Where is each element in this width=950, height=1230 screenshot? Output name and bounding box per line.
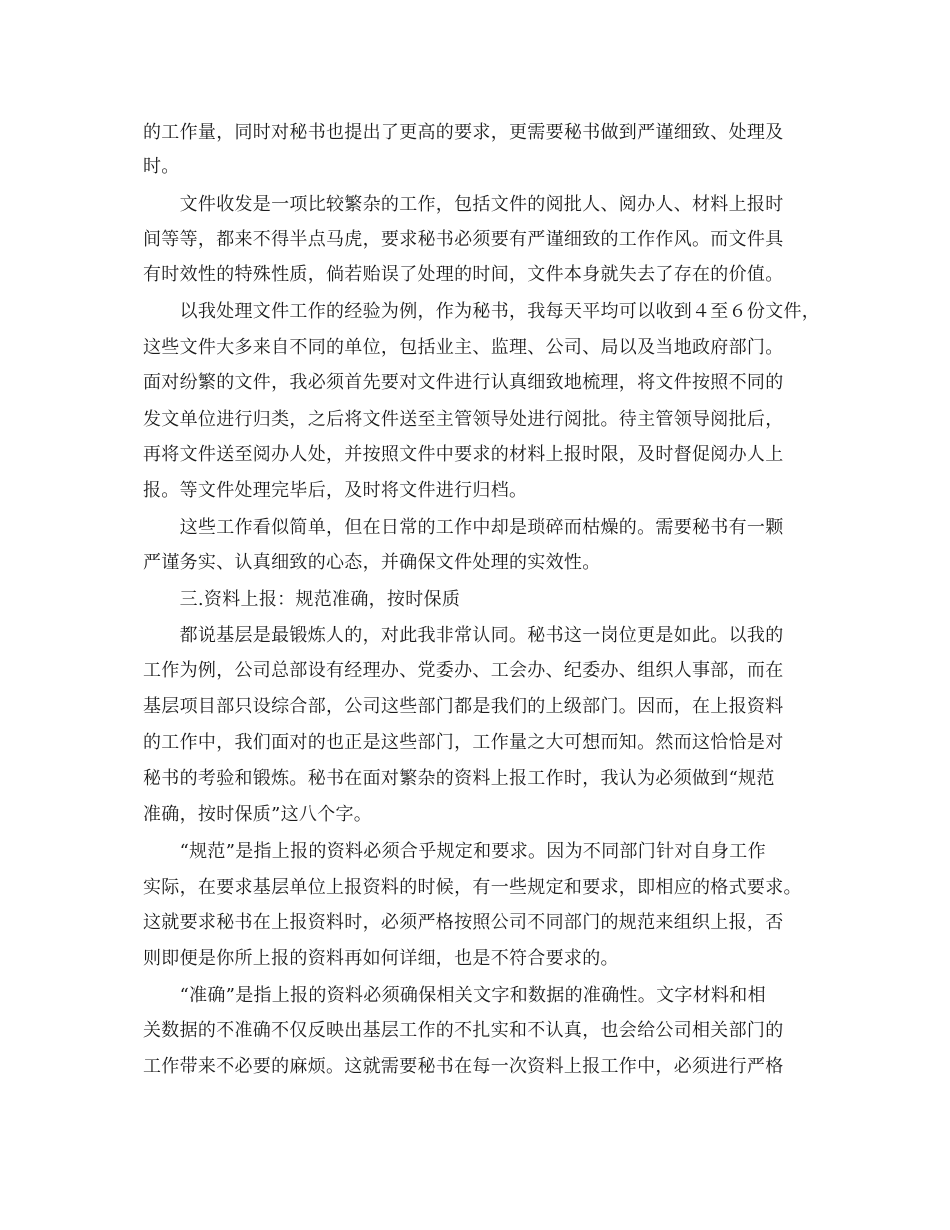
text-line: 都说基层是最锻炼人的，对此我非常认同。秘书这一岗位更是如此。以我的 (143, 625, 784, 646)
text-line: 基层项目部只设综合部，公司这些部门都是我们的上级部门。因而，在上报资料 (143, 696, 784, 717)
text-line: 文件收发是一项比较繁杂的工作，包括文件的阅批人、阅办人、材料上报时 (143, 194, 784, 215)
text-line: 严谨务实、认真细致的心态，并确保文件处理的实效性。 (143, 552, 601, 573)
text-line: 秘书的考验和锻炼。秘书在面对繁杂的资料上报工作时，我认为必须做到“规范 (143, 768, 775, 789)
text-line: 准确，按时保质”这八个字。 (143, 804, 373, 825)
text-line: “规范”是指上报的资料必须合乎规定和要求。因为不同部门针对自身工作 (143, 841, 766, 862)
text-line: 再将文件送至阅办人处，并按照文件中要求的材料上报时限，及时督促阅办人上 (143, 444, 784, 465)
text-line: 发文单位进行归类，之后将文件送至主管领导处进行阅批。待主管领导阅批后， (143, 409, 784, 430)
text-line: 这些工作看似简单，但在日常的工作中却是琐碎而枯燥的。需要秘书有一颗 (143, 517, 784, 538)
text-line: 这些文件大多来自不同的单位，包括业主、监理、公司、局以及当地政府部门。 (143, 337, 784, 358)
text-line: 则即便是你所上报的资料再如何详细，也是不符合要求的。 (143, 948, 619, 969)
text-line: 报。等文件处理完毕后，及时将文件进行归档。 (143, 480, 528, 501)
text-line: 有时效性的特殊性质，倘若贻误了处理的时间，文件本身就失去了存在的价值。 (143, 264, 784, 285)
text-line: 关数据的不准确不仅反映出基层工作的不扎实和不认真，也会给公司相关部门的 (143, 1020, 784, 1041)
text-line: 的工作中，我们面对的也正是这些部门，工作量之大可想而知。然而这恰恰是对 (143, 732, 784, 753)
text-line: 间等等，都来不得半点马虎，要求秘书必须要有严谨细致的工作作风。而文件具 (143, 229, 784, 250)
text-line: 面对纷繁的文件，我必须首先要对文件进行认真细致地梳理，将文件按照不同的 (143, 372, 784, 393)
text-line: 这就要求秘书在上报资料时，必须严格按照公司不同部门的规范来组织上报，否 (143, 912, 784, 933)
text-line: 实际，在要求基层单位上报资料的时候，有一些规定和要求，即相应的格式要求。 (143, 877, 802, 898)
text-line: “准确”是指上报的资料必须确保相关文字和数据的准确性。文字材料和相 (143, 985, 766, 1006)
text-line: 的工作量，同时对秘书也提出了更高的要求，更需要秘书做到严谨细致、处理及 (143, 122, 784, 143)
text-line: 工作带来不必要的麻烦。这就需要秘书在每一次资料上报工作中，必须进行严格 (143, 1056, 784, 1077)
text-line: 以我处理文件工作的经验为例，作为秘书，我每天平均可以收到４至６份文件， (143, 301, 821, 322)
text-line: 工作为例，公司总部设有经理办、党委办、工会办、纪委办、组织人事部，而在 (143, 660, 784, 681)
section-heading: 三.资料上报：规范准确，按时保质 (143, 589, 461, 610)
text-line: 时。 (143, 156, 180, 177)
